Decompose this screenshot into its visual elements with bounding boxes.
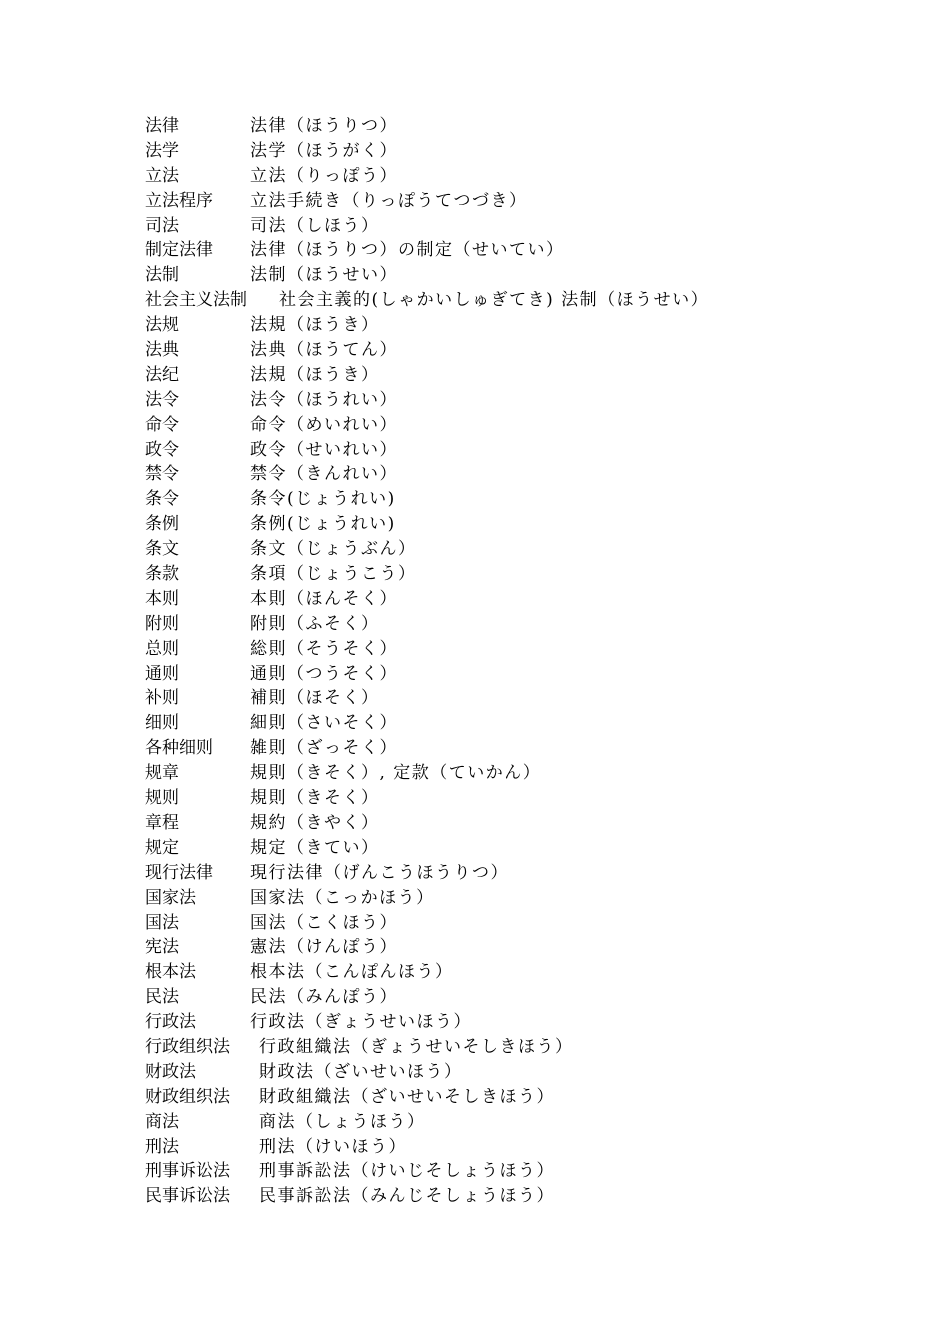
chinese-term: 通则 (145, 663, 179, 684)
japanese-term: 立法手続き（りっぽうてつづき） (250, 190, 528, 211)
list-item (145, 1035, 905, 1060)
list-item (145, 1135, 905, 1160)
list-item (145, 537, 905, 562)
japanese-term: 法規（ほうき） (250, 364, 380, 385)
japanese-term: 法規（ほうき） (250, 315, 380, 336)
japanese-term: 本則（ほんそく） (250, 588, 398, 609)
list-item (145, 114, 905, 139)
japanese-term: 規定（きてい） (250, 837, 380, 858)
japanese-term: 司法（しほう） (250, 215, 380, 236)
japanese-term: 行政法（ぎょうせいほう） (250, 1012, 472, 1033)
chinese-term: 本则 (145, 588, 179, 609)
japanese-term: 法制（ほうせい） (250, 265, 398, 286)
chinese-term: 细则 (145, 713, 179, 734)
list-item (145, 935, 905, 960)
list-item (145, 288, 905, 313)
japanese-term: 刑事訴訟法（けいじそしょうほう） (259, 1161, 555, 1182)
chinese-term: 禁令 (145, 464, 179, 485)
list-item (145, 612, 905, 637)
chinese-term: 国家法 (145, 887, 196, 908)
chinese-term: 国法 (145, 912, 179, 933)
list-item (145, 662, 905, 687)
list-item (145, 786, 905, 811)
chinese-term: 刑事诉讼法 (145, 1161, 230, 1182)
list-item (145, 1159, 905, 1184)
japanese-term: 法律（ほうりつ）の制定（せいてい） (250, 240, 565, 261)
japanese-term: 根本法（こんぽんほう） (250, 962, 454, 983)
list-item (145, 1010, 905, 1035)
japanese-term: 規約（きやく） (250, 812, 380, 833)
list-item (145, 164, 905, 189)
list-item (145, 711, 905, 736)
list-item (145, 313, 905, 338)
chinese-term: 条文 (145, 539, 179, 560)
list-item (145, 263, 905, 288)
chinese-term: 附则 (145, 613, 179, 634)
japanese-term: 条令(じょうれい) (250, 489, 396, 510)
chinese-term: 财政组织法 (145, 1086, 230, 1107)
list-item (145, 1110, 905, 1135)
chinese-term: 各种细则 (145, 738, 213, 759)
list-item (145, 487, 905, 512)
japanese-term: 雑則（ざっそく） (250, 738, 398, 759)
chinese-term: 规则 (145, 788, 179, 809)
japanese-term: 政令（せいれい） (250, 439, 398, 460)
list-item (145, 238, 905, 263)
chinese-term: 补则 (145, 688, 179, 709)
list-item (145, 1184, 905, 1209)
chinese-term: 规章 (145, 763, 179, 784)
list-item (145, 911, 905, 936)
japanese-term: 条文（じょうぶん） (250, 539, 417, 560)
japanese-term: 刑法（けいほう） (259, 1136, 407, 1157)
chinese-term: 立法 (145, 165, 179, 186)
list-item (145, 363, 905, 388)
chinese-term: 条款 (145, 564, 179, 585)
chinese-term: 商法 (145, 1111, 179, 1132)
list-item (145, 836, 905, 861)
japanese-term: 附則（ふそく） (250, 613, 380, 634)
list-item (145, 388, 905, 413)
list-item (145, 761, 905, 786)
japanese-term: 民法（みんぽう） (250, 987, 398, 1008)
chinese-term: 章程 (145, 812, 179, 833)
list-item (145, 512, 905, 537)
japanese-term: 法典（ほうてん） (250, 340, 398, 361)
list-item (145, 139, 905, 164)
japanese-term: 命令（めいれい） (250, 414, 398, 435)
chinese-term: 宪法 (145, 937, 179, 958)
list-item (145, 736, 905, 761)
chinese-term: 行政组织法 (145, 1036, 230, 1057)
japanese-term: 商法（しょうほう） (259, 1111, 426, 1132)
chinese-term: 根本法 (145, 962, 196, 983)
list-item (145, 413, 905, 438)
chinese-term: 法令 (145, 389, 179, 410)
chinese-term: 财政法 (145, 1061, 196, 1082)
japanese-term: 現行法律（げんこうほうりつ） (250, 862, 509, 883)
list-item (145, 462, 905, 487)
list-item (145, 214, 905, 239)
chinese-term: 刑法 (145, 1136, 179, 1157)
chinese-term: 法学 (145, 140, 179, 161)
japanese-term: 条項（じょうこう） (250, 564, 417, 585)
japanese-term: 財政組織法（ざいせいそしきほう） (259, 1086, 555, 1107)
chinese-term: 总则 (145, 638, 179, 659)
japanese-term: 財政法（ざいせいほう） (259, 1061, 463, 1082)
list-item (145, 960, 905, 985)
japanese-term: 細則（さいそく） (250, 713, 398, 734)
chinese-term: 行政法 (145, 1012, 196, 1033)
japanese-term: 補則（ほそく） (250, 688, 380, 709)
list-item (145, 985, 905, 1010)
japanese-term: 行政組織法（ぎょうせいそしきほう） (259, 1036, 574, 1057)
list-item (145, 338, 905, 363)
japanese-term: 憲法（けんぽう） (250, 937, 398, 958)
list-item (145, 587, 905, 612)
list-item (145, 886, 905, 911)
japanese-term: 社会主義的(しゃかいしゅぎてき) 法制（ほうせい） (279, 290, 710, 311)
chinese-term: 命令 (145, 414, 179, 435)
chinese-term: 法典 (145, 340, 179, 361)
chinese-term: 法纪 (145, 364, 179, 385)
chinese-term: 条例 (145, 514, 179, 535)
list-item (145, 861, 905, 886)
list-item (145, 637, 905, 662)
list-item (145, 811, 905, 836)
chinese-term: 民事诉讼法 (145, 1186, 230, 1207)
japanese-term: 総則（そうそく） (250, 638, 398, 659)
japanese-term: 民事訴訟法（みんじそしょうほう） (259, 1186, 555, 1207)
chinese-term: 社会主义法制 (145, 290, 247, 311)
chinese-term: 制定法律 (145, 240, 213, 261)
japanese-term: 禁令（きんれい） (250, 464, 398, 485)
japanese-term: 立法（りっぽう） (250, 165, 398, 186)
list-item (145, 438, 905, 463)
chinese-term: 民法 (145, 987, 179, 1008)
list-item (145, 1085, 905, 1110)
chinese-term: 法规 (145, 315, 179, 336)
japanese-term: 法律（ほうりつ） (250, 116, 398, 136)
chinese-term: 法律 (145, 116, 179, 136)
japanese-term: 法令（ほうれい） (250, 389, 398, 410)
list-item (145, 189, 905, 214)
chinese-term: 政令 (145, 439, 179, 460)
glossary-list (145, 114, 905, 1209)
list-item (145, 686, 905, 711)
chinese-term: 条令 (145, 489, 179, 510)
chinese-term: 规定 (145, 837, 179, 858)
japanese-term: 条例(じょうれい) (250, 514, 396, 535)
japanese-term: 法学（ほうがく） (250, 140, 398, 161)
list-item (145, 562, 905, 587)
japanese-term: 国家法（こっかほう） (250, 887, 435, 908)
japanese-term: 規則（きそく）, 定款（ていかん） (250, 763, 542, 784)
japanese-term: 規則（きそく） (250, 788, 380, 809)
japanese-term: 通則（つうそく） (250, 663, 398, 684)
chinese-term: 现行法律 (145, 862, 213, 883)
japanese-term: 国法（こくほう） (250, 912, 398, 933)
chinese-term: 司法 (145, 215, 179, 236)
chinese-term: 法制 (145, 265, 179, 286)
chinese-term: 立法程序 (145, 190, 213, 211)
list-item (145, 1060, 905, 1085)
